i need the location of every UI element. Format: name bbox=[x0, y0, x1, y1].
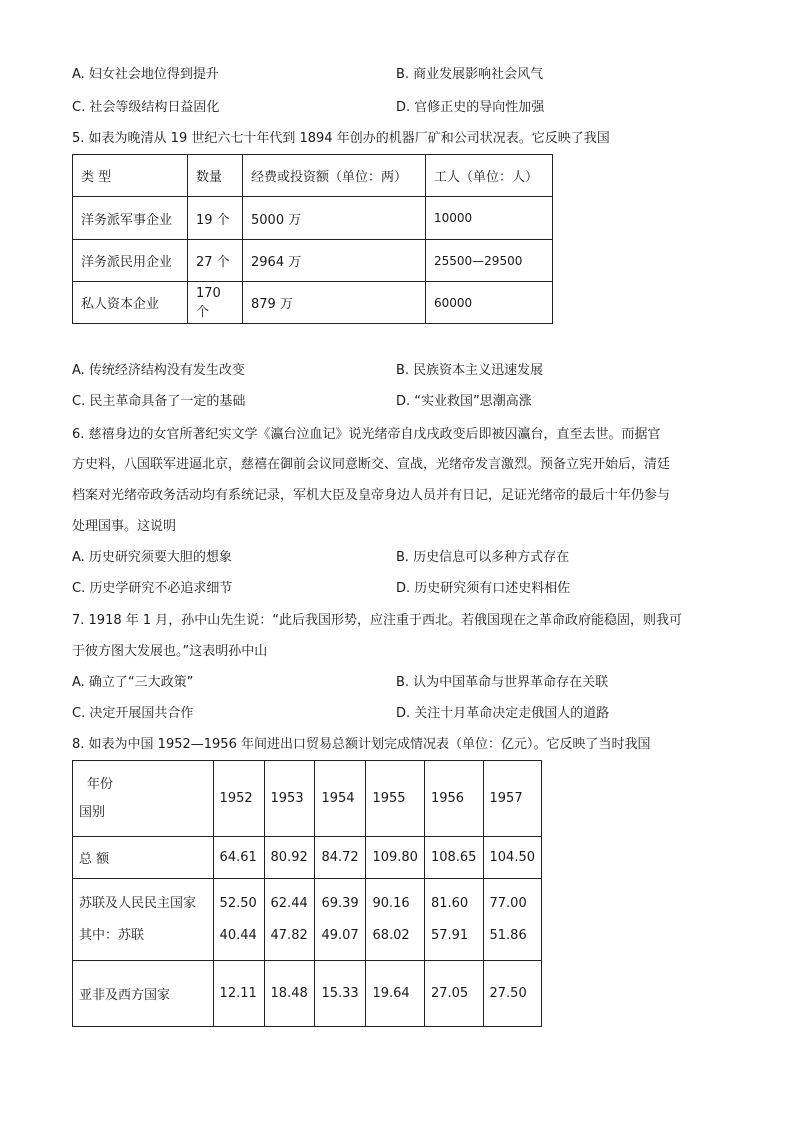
table-cell: 洋务派民用企业 bbox=[73, 240, 188, 282]
q5-header-cell: 工人（单位：人） bbox=[426, 155, 553, 197]
q7-option-a: A. 确立了“三大政策” bbox=[72, 675, 194, 690]
table-cell: 104.50 bbox=[483, 837, 542, 879]
table-cell: 25500—29500 bbox=[426, 240, 553, 282]
q8-total-label: 总 额 bbox=[73, 837, 214, 879]
table-cell: 洋务派军事企业 bbox=[73, 197, 188, 240]
q6-stem-line: 档案对光绪帝政务活动均有系统记录，军机大臣及皇帝身边人员并有日记，足证光绪帝的最后十年仍参与 bbox=[72, 488, 671, 503]
q5-option-a: A. 传统经济结构没有发生改变 bbox=[72, 363, 245, 378]
q8-bloc-value: 52.50 bbox=[219, 895, 257, 911]
table-cell bbox=[424, 879, 483, 961]
q8-table bbox=[72, 760, 542, 1027]
table-cell: 879 万 bbox=[243, 282, 426, 324]
q8-header-row bbox=[73, 761, 542, 837]
q8-bloc-value: 81.60 bbox=[430, 895, 469, 911]
q8-ussr-value: 51.86 bbox=[489, 927, 527, 943]
table-cell bbox=[213, 879, 264, 961]
q8-year-cell: 1957 bbox=[483, 761, 542, 837]
table-cell: 80.92 bbox=[264, 837, 315, 879]
q7-stem-line: 7. 1918 年 1 月，孙中山先生说：“此后我国形势，应注重于西北。若俄国现在之革命政府能稳固，则我可 bbox=[72, 613, 683, 628]
q6-stem-line: 处理国事。这说明 bbox=[72, 519, 177, 534]
table-row bbox=[73, 879, 542, 961]
q7-option-d: D. 关注十月革命决定走俄国人的道路 bbox=[396, 706, 610, 721]
q4-option-c: C. 社会等级结构日益固化 bbox=[72, 100, 220, 115]
q8-bloc-label: 苏联及人民民主国家 bbox=[79, 895, 197, 911]
q8-ussr-value: 47.82 bbox=[270, 927, 308, 943]
q5-header-cell: 数量 bbox=[188, 155, 243, 197]
q4-option-d: D. 官修正史的导向性加强 bbox=[396, 100, 545, 115]
q4-option-a: A. 妇女社会地位得到提升 bbox=[72, 67, 219, 82]
q6-option-b: B. 历史信息可以多种方式存在 bbox=[396, 550, 570, 565]
q4-option-b: B. 商业发展影响社会风气 bbox=[396, 67, 544, 82]
table-row bbox=[73, 282, 553, 324]
q7-stem-line: 于彼方图大发展也。”这表明孙中山 bbox=[72, 644, 268, 659]
q6-option-a: A. 历史研究须要大胆的想象 bbox=[72, 550, 232, 565]
q8-ussr-label: 其中：苏联 bbox=[79, 927, 145, 943]
table-cell: 18.48 bbox=[264, 961, 315, 1027]
table-cell: 12.11 bbox=[213, 961, 264, 1027]
q8-ussr-value: 40.44 bbox=[219, 927, 257, 943]
table-cell: 108.65 bbox=[424, 837, 483, 879]
table-cell: 2964 万 bbox=[243, 240, 426, 282]
q7-option-b: B. 认为中国革命与世界革命存在关联 bbox=[396, 675, 609, 690]
q6-option-d: D. 历史研究须有口述史料相佐 bbox=[396, 581, 571, 596]
q8-year-cell: 1952 bbox=[213, 761, 264, 837]
q7-option-c: C. 决定开展国共合作 bbox=[72, 706, 194, 721]
q8-bloc-label-cell bbox=[73, 879, 214, 961]
table-cell bbox=[264, 879, 315, 961]
q8-bloc-value: 62.44 bbox=[270, 895, 308, 911]
table-cell: 109.80 bbox=[366, 837, 425, 879]
q5-header-cell: 经费或投资额（单位：两） bbox=[243, 155, 426, 197]
table-cell: 27 个 bbox=[188, 240, 243, 282]
table-cell: 15.33 bbox=[315, 961, 366, 1027]
table-cell: 27.50 bbox=[483, 961, 542, 1027]
table-row bbox=[73, 197, 553, 240]
q6-option-c: C. 历史学研究不必追求细节 bbox=[72, 581, 233, 596]
q8-bloc-value: 69.39 bbox=[321, 895, 359, 911]
table-cell bbox=[483, 879, 542, 961]
q6-stem-line: 6. 慈禧身边的女官所著纪实文学《瀛台泣血记》说光绪帝自戊戌政变后即被囚瀛台，直至去世。而据官 bbox=[72, 427, 661, 442]
table-cell: 19 个 bbox=[188, 197, 243, 240]
table-cell: 170 个 bbox=[188, 282, 243, 324]
q8-year-cell: 1956 bbox=[424, 761, 483, 837]
table-cell: 10000 bbox=[426, 197, 553, 240]
q6-stem-line: 方史料，八国联军进逼北京，慈禧在御前会议同意断交、宣战，光绪帝发言激烈。预备立宪开始后，清廷 bbox=[72, 457, 671, 472]
table-cell bbox=[315, 879, 366, 961]
q5-header-row bbox=[73, 155, 553, 197]
table-row bbox=[73, 837, 542, 879]
table-cell: 5000 万 bbox=[243, 197, 426, 240]
q8-year-cell: 1953 bbox=[264, 761, 315, 837]
q8-bloc-value: 77.00 bbox=[489, 895, 527, 911]
table-cell: 私人资本企业 bbox=[73, 282, 188, 324]
q8-stem: 8. 如表为中国 1952—1956 年间进出口贸易总额计划完成情况表（单位：亿元）。它反映了当时我国 bbox=[72, 737, 651, 752]
q5-header-cell: 类 型 bbox=[73, 155, 188, 197]
q5-option-c: C. 民主革命具备了一定的基础 bbox=[72, 394, 246, 409]
q8-corner-country-label: 国别 bbox=[79, 804, 106, 820]
q5-stem: 5. 如表为晚清从 19 世纪六七十年代到 1894 年创办的机器厂矿和公司状况表。它反映了我国 bbox=[72, 131, 610, 146]
table-cell: 84.72 bbox=[315, 837, 366, 879]
table-row bbox=[73, 961, 542, 1027]
q8-ussr-value: 57.91 bbox=[430, 927, 469, 943]
q8-corner-cell bbox=[73, 761, 214, 837]
q8-ussr-value: 68.02 bbox=[372, 927, 410, 943]
q8-west-label: 亚非及西方国家 bbox=[73, 961, 214, 1027]
q5-table bbox=[72, 154, 553, 324]
q8-corner-year-label: 年份 bbox=[87, 776, 114, 792]
table-cell bbox=[366, 879, 425, 961]
q8-year-cell: 1954 bbox=[315, 761, 366, 837]
table-cell: 19.64 bbox=[366, 961, 425, 1027]
table-cell: 60000 bbox=[426, 282, 553, 324]
q8-bloc-value: 90.16 bbox=[372, 895, 410, 911]
table-cell: 64.61 bbox=[213, 837, 264, 879]
q8-year-cell: 1955 bbox=[366, 761, 425, 837]
q8-ussr-value: 49.07 bbox=[321, 927, 359, 943]
q5-option-d: D. “实业救国”思潮高涨 bbox=[396, 394, 532, 409]
table-row bbox=[73, 240, 553, 282]
table-cell: 27.05 bbox=[424, 961, 483, 1027]
q5-option-b: B. 民族资本主义迅速发展 bbox=[396, 363, 544, 378]
